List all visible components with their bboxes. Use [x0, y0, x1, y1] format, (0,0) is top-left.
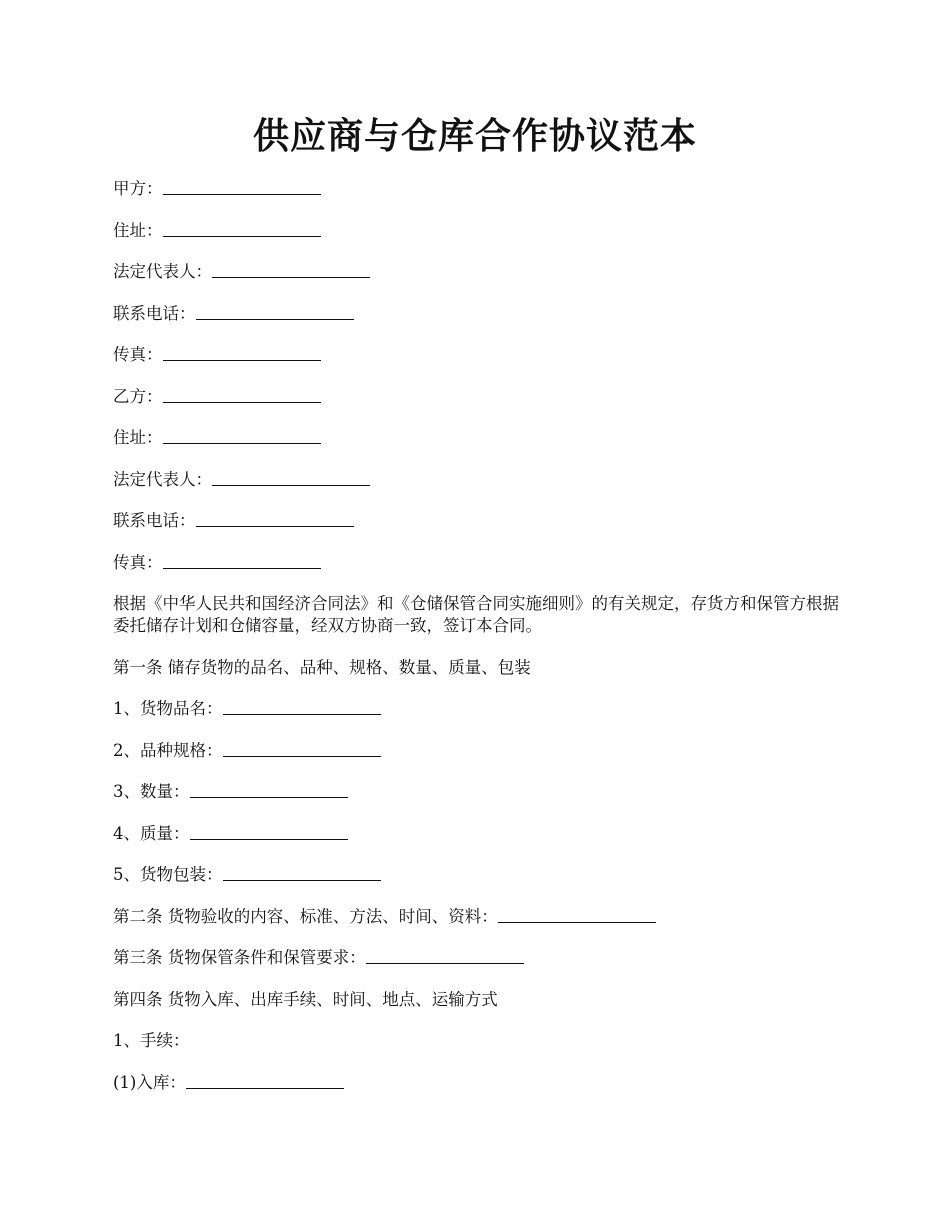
party-a-fax-blank: [163, 344, 321, 361]
article1-item3-label: 3、数量：: [113, 782, 190, 801]
article4-sub1-blank: [186, 1072, 344, 1089]
document-body: [113, 178, 843, 1113]
preamble-paragraph: 根据《中华人民共和国经济合同法》和《仓储保管合同实施细则》的有关规定，存货方和保管方根据委托储存计划和仓储容量，经双方协商一致，签订本合同。: [113, 594, 839, 635]
party-b-phone-label: 联系电话：: [113, 511, 196, 530]
party-b-address-label: 住址：: [113, 428, 163, 447]
article1-item4-blank: [190, 823, 348, 840]
party-a-address-row: [113, 220, 843, 242]
article2-blank: [498, 906, 656, 923]
party-a-phone-row: [113, 303, 843, 325]
party-a-phone-blank: [196, 303, 354, 320]
party-a-rep-row: [113, 261, 843, 283]
article1-heading: 第一条 储存货物的品名、品种、规格、数量、质量、包装: [113, 657, 531, 677]
article1-item3-blank: [190, 781, 348, 798]
party-b-address-row: [113, 427, 843, 449]
article3-label: 第三条 货物保管条件和保管要求：: [113, 948, 366, 967]
party-b-name-label: 乙方：: [113, 386, 163, 406]
article1-item1-row: [113, 698, 843, 720]
article1-item4-label: 4、质量：: [113, 823, 190, 843]
article1-item5-blank: [223, 864, 381, 881]
party-a-fax-label: 传真：: [113, 345, 163, 364]
article1-item4-row: [113, 823, 843, 845]
party-a-rep-blank: [212, 261, 370, 278]
party-a-phone-label: 联系电话：: [113, 303, 196, 323]
article2-label: 第二条 货物验收的内容、标准、方法、时间、资料：: [113, 906, 498, 926]
party-a-name-blank: [163, 178, 321, 195]
party-b-phone-blank: [196, 510, 354, 527]
party-a-fax-row: [113, 344, 843, 366]
party-a-name-row: [113, 178, 843, 200]
party-b-fax-blank: [163, 552, 321, 569]
party-a-rep-label: 法定代表人：: [113, 262, 212, 281]
party-a-address-label: 住址：: [113, 220, 163, 240]
article3-blank: [366, 947, 524, 964]
article1-item5-row: [113, 864, 843, 886]
article1-item3-row: [113, 781, 843, 803]
article1-item2-label: 2、品种规格：: [113, 740, 223, 760]
party-b-fax-label: 传真：: [113, 552, 163, 572]
article1-item2-blank: [223, 740, 381, 757]
party-b-name-blank: [163, 386, 321, 403]
article2-row: [113, 906, 843, 928]
party-b-rep-row: [113, 469, 843, 491]
party-b-phone-row: [113, 510, 843, 532]
party-b-rep-label: 法定代表人：: [113, 469, 212, 489]
article4-item1: 1、手续：: [113, 1031, 190, 1050]
article1-item1-label: 1、货物品名：: [113, 699, 223, 718]
party-a-address-blank: [163, 220, 321, 237]
article4-sub1-label: (1)入库：: [113, 1072, 186, 1092]
article4-sub1-row: [113, 1072, 843, 1094]
party-b-rep-blank: [212, 469, 370, 486]
document-title: 供应商与仓库合作协议范本: [252, 115, 697, 157]
article3-row: [113, 947, 843, 969]
party-b-fax-row: [113, 552, 843, 574]
article1-item1-blank: [223, 698, 381, 715]
article4-heading: 第四条 货物入库、出库手续、时间、地点、运输方式: [113, 989, 498, 1009]
article1-item2-row: [113, 740, 843, 762]
party-b-address-blank: [163, 427, 321, 444]
article1-item5-label: 5、货物包装：: [113, 865, 223, 884]
party-a-name-label: 甲方：: [113, 179, 163, 198]
party-b-name-row: [113, 386, 843, 408]
